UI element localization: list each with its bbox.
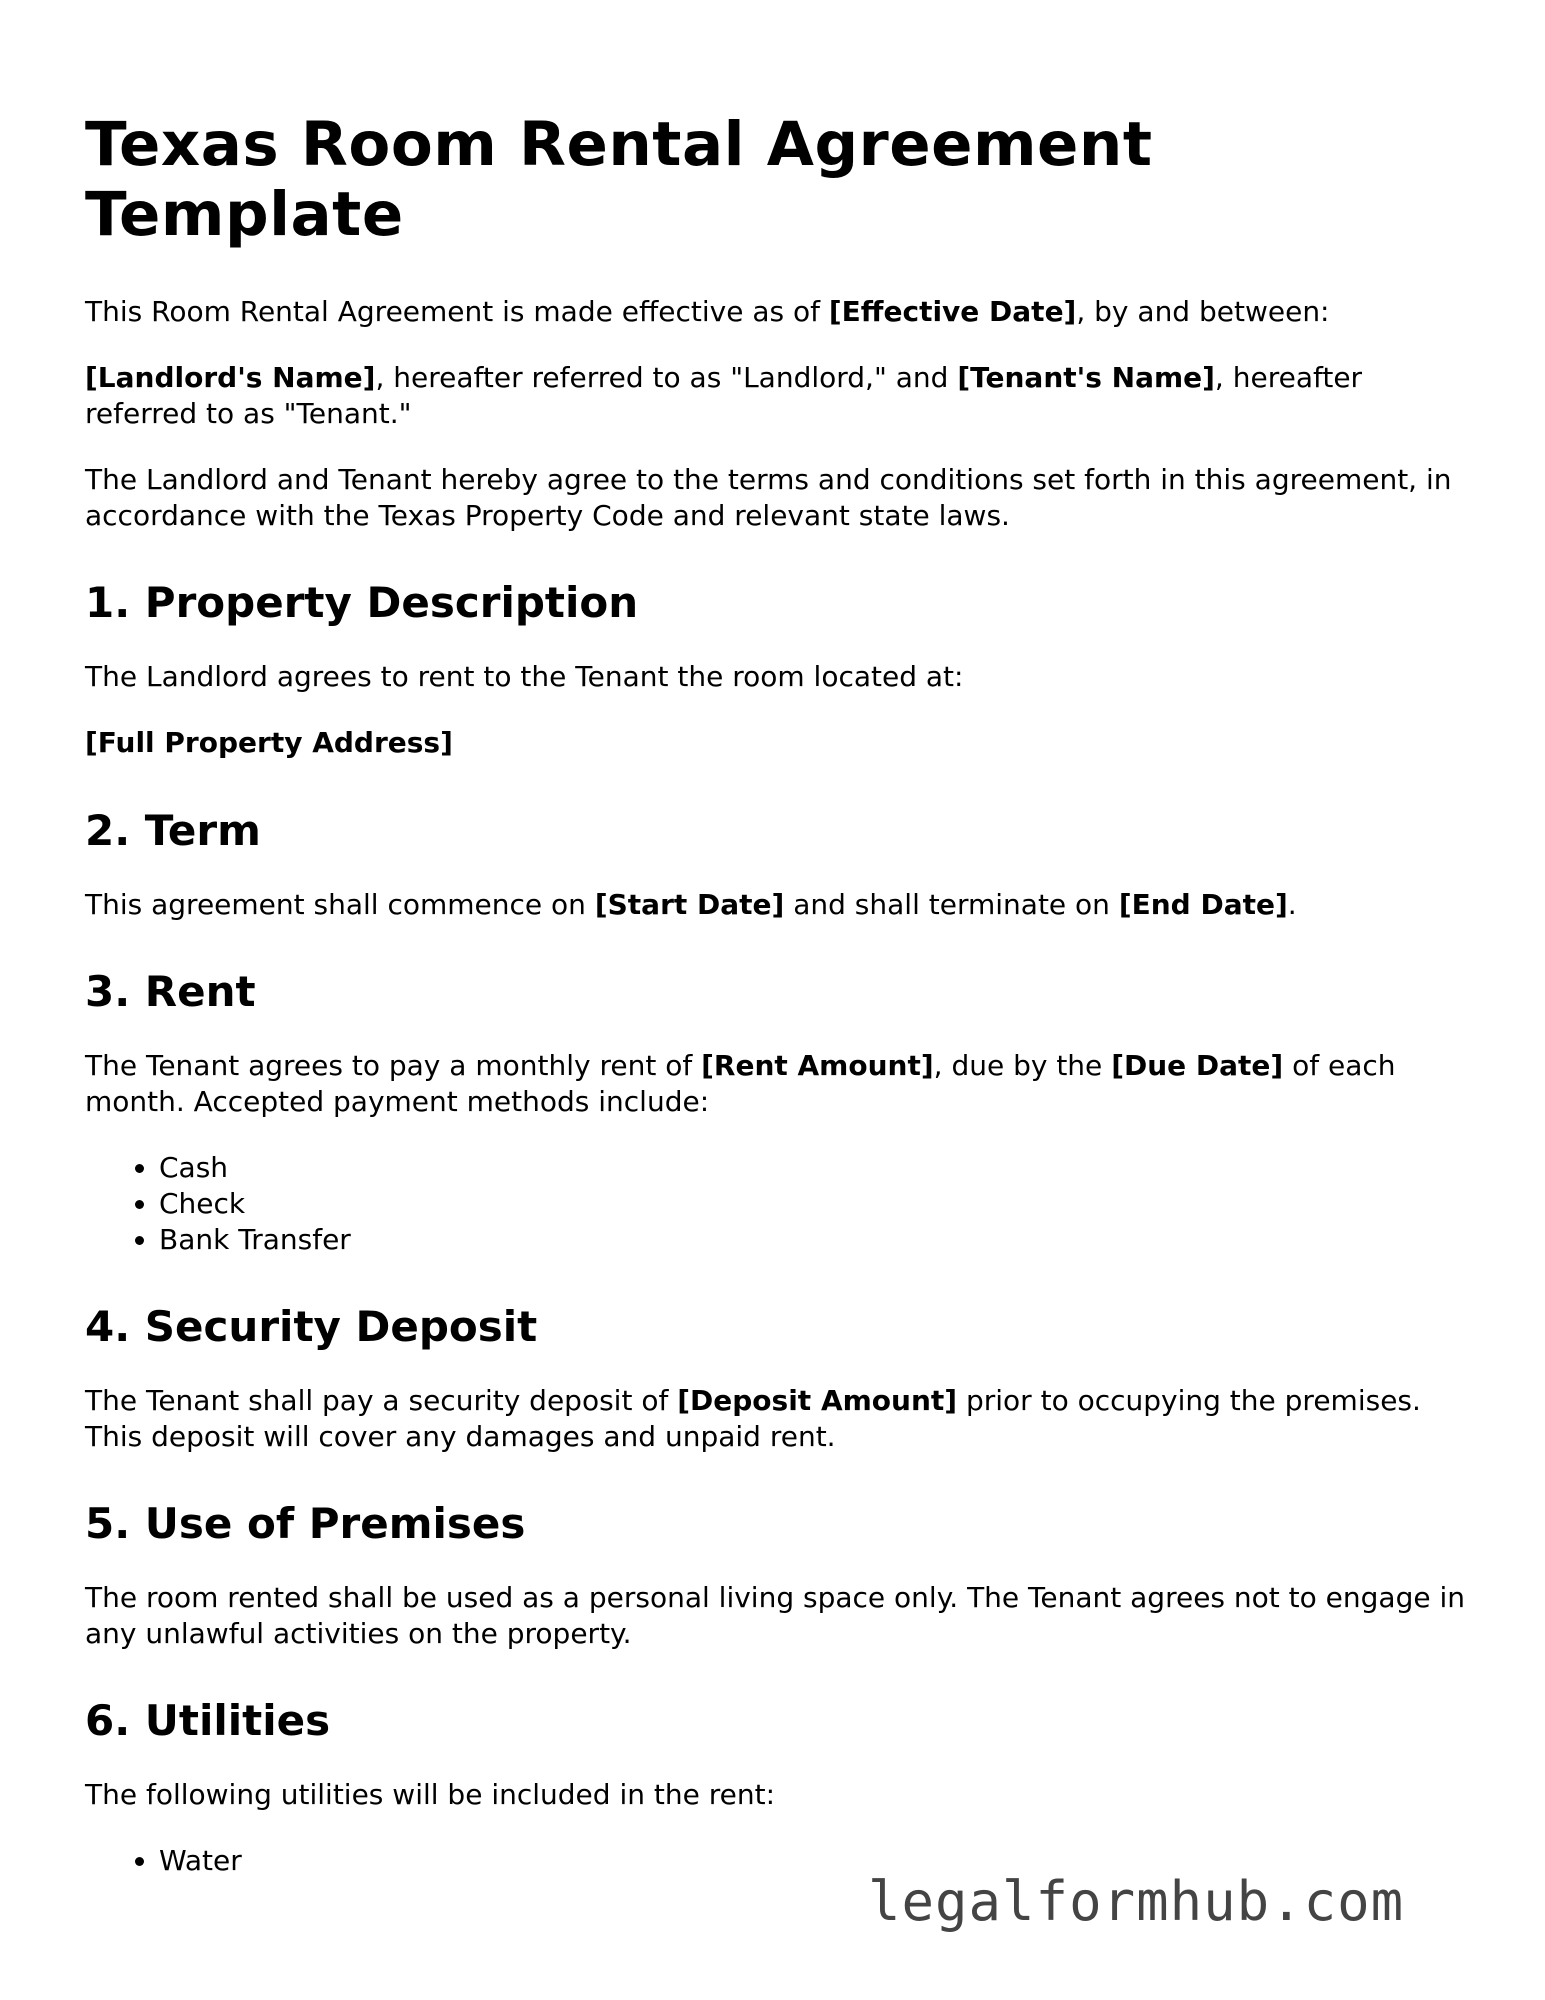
rent-text: of each month. Accepted payment methods include: bbox=[85, 1049, 1396, 1118]
property-paragraph: The Landlord agrees to rent to the Tenant the room located at: bbox=[85, 660, 964, 693]
start-date-placeholder: [Start Date] bbox=[594, 888, 785, 921]
utilities-paragraph: The following utilities will be included in the rent: bbox=[85, 1778, 776, 1811]
use-paragraph: The room rented shall be used as a personal living space only. The Tenant agrees not to engage in any unlawful activities on the property. bbox=[85, 1581, 1466, 1650]
rent-text: , due by the bbox=[933, 1049, 1112, 1082]
due-date-placeholder: [Due Date] bbox=[1111, 1049, 1284, 1082]
term-paragraph bbox=[85, 887, 1465, 923]
parties-text: , hereafter referred to as "Landlord," and bbox=[375, 361, 958, 394]
intro-effective-paragraph bbox=[85, 294, 1465, 330]
intro-text: This Room Rental Agreement is made effective as of bbox=[85, 295, 829, 328]
landlord-name-placeholder: [Landlord's Name] bbox=[85, 361, 376, 394]
list-item: • Cash bbox=[159, 1150, 1465, 1186]
section-heading-use: 5. Use of Premises bbox=[85, 1499, 526, 1548]
document-page bbox=[85, 110, 1465, 1923]
property-address-placeholder: [Full Property Address] bbox=[85, 726, 453, 759]
deposit-text: prior to occupying the premises. This deposit will cover any damages and unpaid rent. bbox=[85, 1384, 1421, 1453]
rent-amount-placeholder: [Rent Amount] bbox=[701, 1049, 934, 1082]
section-heading-deposit: 4. Security Deposit bbox=[85, 1302, 538, 1351]
rent-paragraph bbox=[85, 1048, 1465, 1120]
rent-text: The Tenant agrees to pay a monthly rent of bbox=[85, 1049, 702, 1082]
payment-methods-list bbox=[85, 1150, 1465, 1258]
deposit-paragraph bbox=[85, 1383, 1465, 1455]
parties-text: , hereafter referred to as "Tenant." bbox=[85, 361, 1363, 430]
section-heading-term: 2. Term bbox=[85, 806, 261, 855]
section-heading-utilities: 6. Utilities bbox=[85, 1696, 331, 1745]
list-item: • Bank Transfer bbox=[159, 1222, 1465, 1258]
document-title: Texas Room Rental Agreement Template bbox=[85, 109, 1153, 250]
list-item: • Water bbox=[159, 1843, 1465, 1879]
term-text: This agreement shall commence on bbox=[85, 888, 595, 921]
effective-date-placeholder: [Effective Date] bbox=[828, 295, 1077, 328]
tenant-name-placeholder: [Tenant's Name] bbox=[957, 361, 1215, 394]
section-heading-property: 1. Property Description bbox=[85, 578, 639, 627]
list-item: • Check bbox=[159, 1186, 1465, 1222]
term-text: and shall terminate on bbox=[784, 888, 1119, 921]
agreement-paragraph: The Landlord and Tenant hereby agree to the terms and conditions set forth in this agreement, in accordance with the Texas Property Code and relevant state laws. bbox=[85, 463, 1452, 532]
parties-paragraph bbox=[85, 360, 1465, 432]
section-heading-rent: 3. Rent bbox=[85, 967, 256, 1016]
watermark: legalformhub.com bbox=[868, 1870, 1405, 1933]
term-text: . bbox=[1287, 888, 1297, 921]
deposit-amount-placeholder: [Deposit Amount] bbox=[677, 1384, 958, 1417]
deposit-text: The Tenant shall pay a security deposit of bbox=[85, 1384, 678, 1417]
end-date-placeholder: [End Date] bbox=[1118, 888, 1288, 921]
intro-text: , by and between: bbox=[1076, 295, 1330, 328]
property-address-paragraph bbox=[85, 725, 1465, 761]
